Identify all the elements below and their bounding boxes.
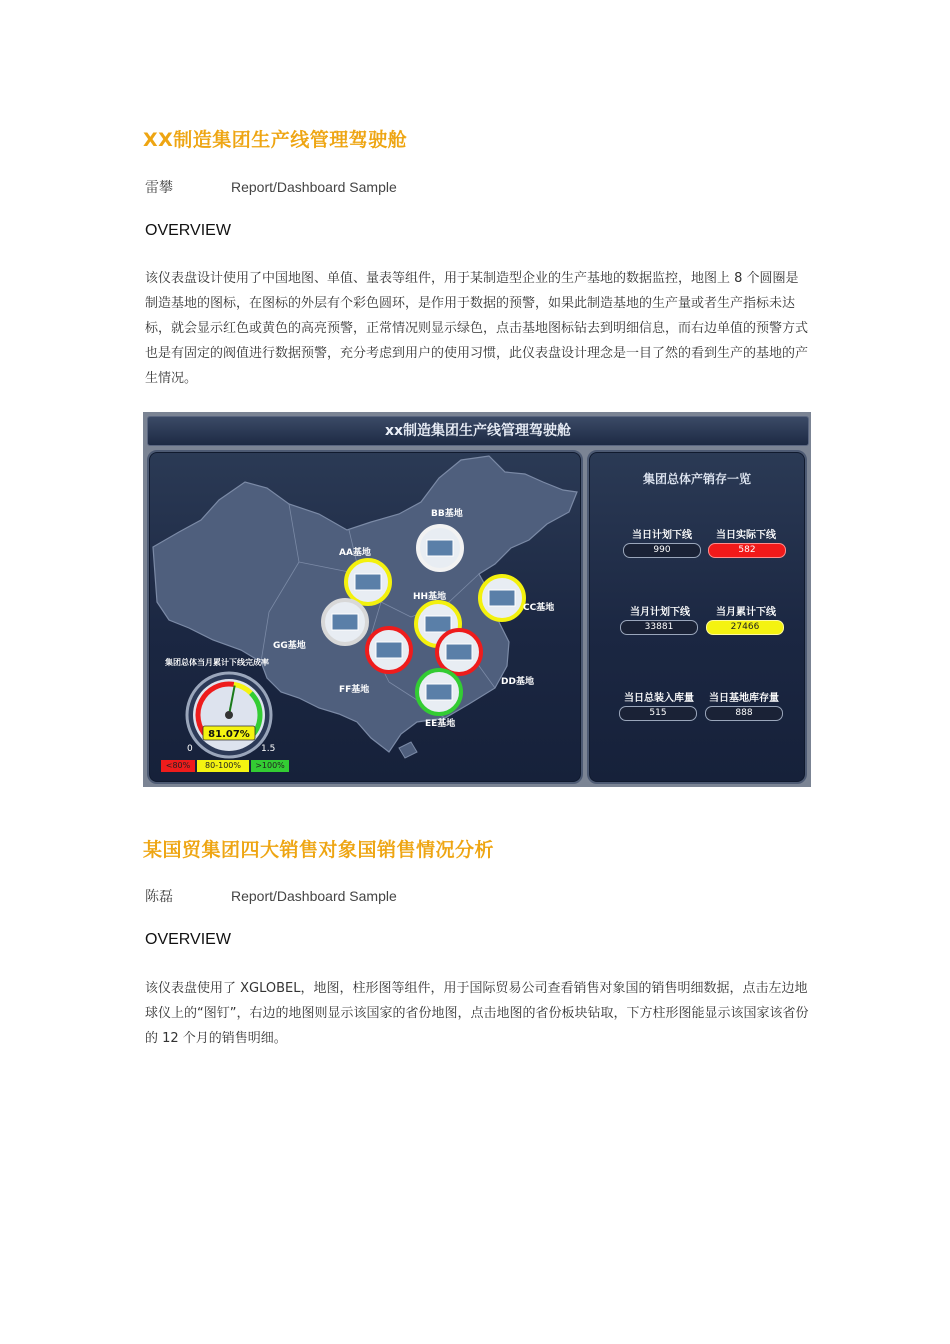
hainan-island [399,742,417,758]
section2-author: 陈磊 [145,889,173,905]
kpi-label-daily-actual: 当日实际下线 [716,530,776,541]
section2-overview-heading: OVERVIEW [145,931,231,948]
gauge-value: 81.07% [208,729,250,740]
legend-green: >100% [251,760,289,772]
base-photo-bb [427,540,453,556]
kpi-title: 集团总体产销存一览 [642,472,751,486]
gauge-min: 0 [187,744,193,754]
section1-author-row [145,177,397,197]
kpi-label-monthly-cum: 当月累计下线 [716,607,776,618]
base-photo-ff [376,642,402,658]
base-photo-cc [489,590,515,606]
section1-author: 雷攀 [145,180,173,196]
base-photo-gg [332,614,358,630]
section1-title: XX制造集团生产线管理驾驶舱 [143,129,408,151]
kpi-value-monthly-plan: 33881 [620,620,698,635]
base-label-aa: AA基地 [339,548,371,558]
base-photo-aa [355,574,381,590]
kpi-label-monthly-plan: 当月计划下线 [630,607,690,618]
dashboard-title: xx制造集团生产线管理驾驶舱 [147,416,809,446]
gauge-max: 1.5 [261,744,276,754]
base-label-bb: BB基地 [431,509,463,519]
section1-author-label: Report/Dashboard Sample [231,179,397,195]
kpi-value-daily-plan: 990 [623,543,701,558]
section2-author-label: Report/Dashboard Sample [231,888,397,904]
base-label-gg: GG基地 [273,641,306,651]
section2-title: 某国贸集团四大销售对象国销售情况分析 [143,839,495,861]
base-label-cc: CC基地 [523,603,555,613]
section2-author-row [145,886,397,906]
base-label-ee: EE基地 [425,719,456,729]
base-photo-ee [426,684,452,700]
dashboard-image [143,412,811,787]
section1-overview-heading: OVERVIEW [145,222,231,239]
map-panel [147,450,583,784]
legend-yellow: 80-100% [197,760,249,772]
base-label-dd: DD基地 [501,677,534,687]
base-label-ff: FF基地 [339,685,370,695]
section1-description: 该仪表盘设计使用了中国地图、单值、量表等组件，用于某制造型企业的生产基地的数据监控，地图上 8 个圆圈是制造基地的图标，在图标的外层有个彩色圆环，是作用于数据的预警，如果此制造基地的生产量或者生产指标未达标，就会显示红色或黄色的高亮预警，正常情况则显示绿色，点击基地图标钻去到明细信息，而右边单值的预警方式也是有固定的阀值进行数据预警，充分考虑到用户的使用习惯，此仪表盘设计理念是一目了然的看到生产的基地的产生情况。 [145,271,809,386]
kpi-label-daily-plan: 当日计划下线 [632,530,692,541]
gauge-title: 集团总体当月累计下线完成率 [165,658,269,667]
kpi-label-daily-inbound: 当日总装入库量 [624,693,694,704]
base-photo-hh [425,616,451,632]
kpi-value-base-stock: 888 [705,706,783,721]
base-photo-dd [446,644,472,660]
section2-description: 该仪表盘使用了 XGLOBEL，地图，柱形图等组件，用于国际贸易公司查看销售对象国的销售明细数据，点击左边地球仪上的“图钉”，右边的地图则显示该国家的省份地图，点击地图的省份板块钻取，下方柱形图能显示该国家该省份的 12 个月的销售明细。 [145,981,809,1046]
gauge-legend [161,760,289,772]
kpi-value-daily-inbound: 515 [619,706,697,721]
kpi-value-monthly-cum: 27466 [706,620,784,635]
base-label-hh: HH基地 [413,592,447,602]
kpi-panel [587,450,807,784]
kpi-label-base-stock: 当日基地库存量 [709,693,779,704]
legend-red: <80% [161,760,195,772]
kpi-value-daily-actual: 582 [708,543,786,558]
gauge-hub [225,711,233,719]
